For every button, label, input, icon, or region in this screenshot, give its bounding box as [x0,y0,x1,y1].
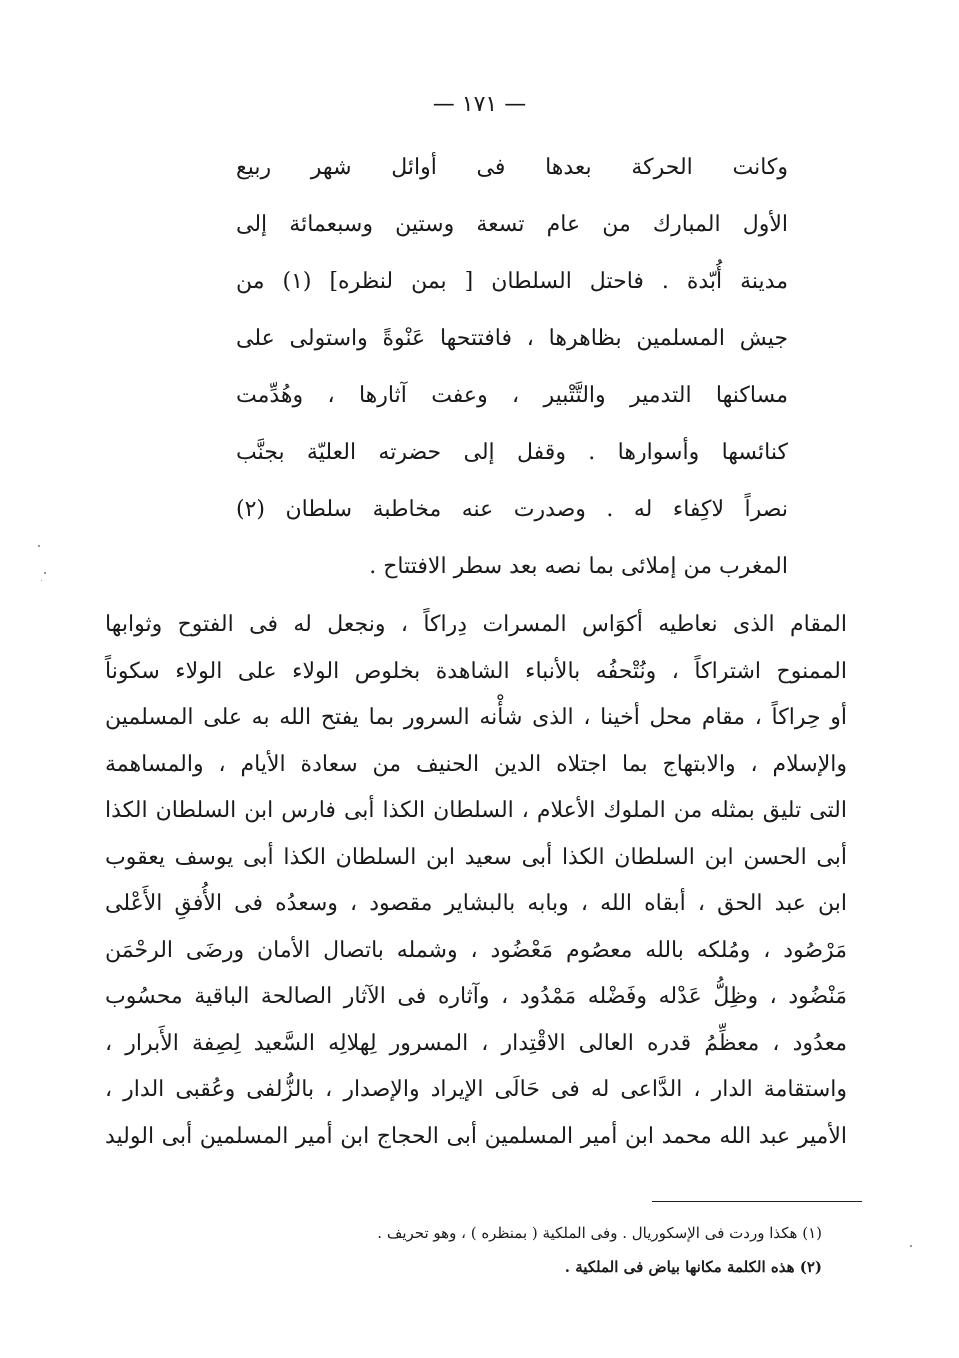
letter-body [105,603,847,1161]
text-line: المغرب من إملائى بما نصه بعد سطر الافتتاح . [369,554,788,579]
footnote-divider [652,1201,862,1202]
text-line: أبى الحسن ابن السلطان الكذا أبى سعيد ابن السلطان الكذا أبى يوسف يعقوب [105,844,847,870]
scan-speck [44,572,46,574]
opening-narrative [236,145,788,601]
text-line: وكانت الحركة بعدها فى أوائل شهر ربيع [236,155,788,180]
text-line: مساكنها التدمير والتَّتْبير ، وعفت آثارها ، وهُدِّمت [236,383,788,408]
text-line: أو حِراكاً ، مقام محل أخينا ، الذى شأْنه السرور بما يفتح الله به على المسلمين [105,705,847,730]
text-line: ابن عبد الحق ، أبقاه الله ، وبابه بالبشاير مقصود ، وسعدُه فى الأُفقِ الأَعْلى [105,891,847,916]
text-line: مَنْضُود ، وظِلُّ عَدْله وفَضْله مَمْدُود ، وآثاره فى الآثار الصالحة الباقية محسُوب [105,984,847,1009]
scan-speck [38,545,40,547]
scan-speck [41,580,42,581]
text-line: معدُود ، معظِّمُ قدره العالى الاقْتِدار ، المسرور لِهلالِه السَّعيد لِصِفة الأَبرار ، [105,1030,847,1056]
text-line: الممنوح اشتراكاً ، ونُتْحفُه بالأنباء الشاهدة بخلوص الولاء على الولاء سكوناً [105,658,847,684]
text-line: كنائسها وأسوارها . وقفل إلى حضرته العليّة بجنَّب [236,440,788,465]
text-line: جيش المسلمين بظاهرها ، فافتتحها عَنْوةً واستولى على [236,326,788,351]
text-line: التى تليق بمثله من الملوك الأعلام ، السلطان الكذا أبى فارس ابن السلطان الكذا [105,798,847,823]
text-line: الأول المبارك من عام تسعة وستين وسبعمائة إلى [236,212,788,237]
footnote-1: (١) هكذا وردت فى الإسكوريال . وفى الملكية ( بمنظره ) ، وهو تحريف . [377,1224,822,1242]
text-line: مدينة أُبّدة . فاحتل السلطان [ بمن لنظره] (١) من [236,269,789,294]
text-line: مَرْصُود ، ومُلكه بالله معصُوم مَعْضُود ، وشمله باتصال الأمان ورضَى الرحْمَن [105,937,847,963]
scan-speck [910,1245,912,1247]
text-line: واستقامة الدار ، الدَّاعى له فى حَالَى الإيراد والإصدار ، بالزُّلفى وعُقبى الدار ، [105,1077,847,1102]
text-line: المقام الذى نعاطيه أكوَاس المسرات دِراكاً ، ونجعل له فى الفتوح وثوابها [105,612,847,637]
text-line: نصراً لاكِفاء له . وصدرت عنه مخاطبة سلطان (٢) [236,497,788,522]
page-number: — ١٧١ — [432,92,527,117]
text-line: والإسلام ، والابتهاج بما اجتلاه الدين الحنيف من سعادة الأيام ، والمساهمة [105,751,847,777]
text-line: الأمير عبد الله محمد ابن أمير المسلمين أبى الحجاج ابن أمير المسلمين أبى الوليد [105,1123,847,1149]
footnote-2: (٢) هذه الكلمة مكانها بياض فى الملكية . [564,1258,822,1276]
footnotes [300,1218,822,1286]
